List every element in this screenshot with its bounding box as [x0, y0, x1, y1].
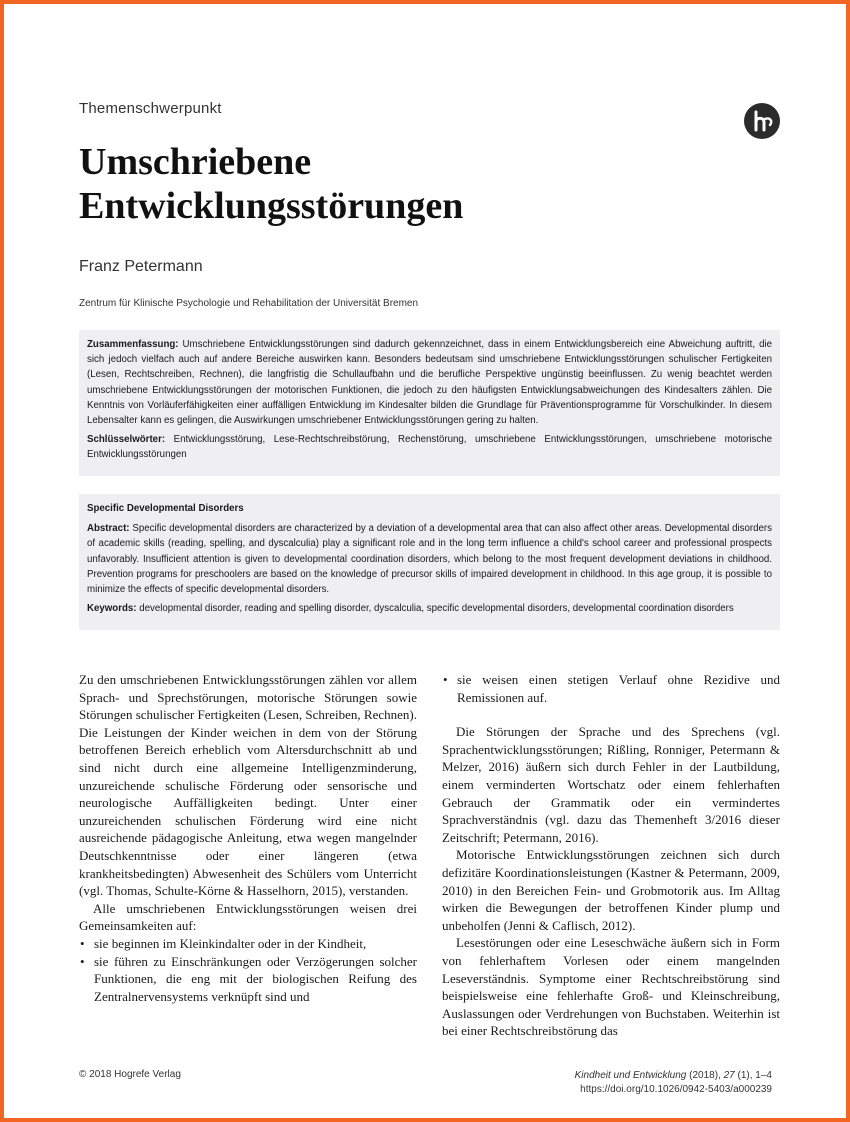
- abstract-de-text: Umschriebene Entwicklungsstörungen sind dadurch gekennzeichnet, dass in einem Entwicklungsbereich eine Abweichung auftritt, die sich jedoch vielfach auch auf andere Bereiche auswirken kann. Besonders bedeutsam sind umschriebene Entwicklungsstörungen schulischer Fertigkeiten (Lesen, Rechtschreiben, Rechnen), die langfristig die Schullaufbahn und die berufliche Perspektive ungünstig beeinflussen. Zu wenig beachtet werden umschriebene Entwicklungsstörungen der motorischen Funktionen, die jedoch zu den häufigsten Entwicklungsabweichungen des Kindesalters zählen. Die Kenntnis von Vorläuferfähigkeiten einer auffälligen Entwicklung im Kindesalter bilden die Grundlage für Präventionsprogramme für Vorschulkinder. In diesem Lebensalter kann es gelingen, die Auswirkungen umschriebener Entwicklungsstörungen gering zu halten.: [87, 339, 772, 427]
- body-paragraph: Lesestörungen oder eine Leseschwäche äußern sich in Form von fehlerhaftem Vorlesen oder einem mangelnden Leseverständnis. Symptome einer Rechtschreibstörung sind beispielsweise eine fehlerhafte Groß- und Kleinschreibung, Auslassungen oder Verdrehungen von Buchstaben. Weiterhin ist bei einer Rechtschreibstörung das: [442, 935, 780, 1039]
- body-paragraph: Motorische Entwicklungsstörungen zeichnen sich durch defizitäre Koordinationsleistungen (Kastner & Petermann, 2009, 2010) in den Bereichen Fein- und Grobmotorik aus. Im Alltag wirken die Bewegungen der betroffenen Kinder plump und unbeholfen (Jenni & Caflisch, 2012).: [442, 847, 780, 933]
- author-affiliation: Zentrum für Klinische Psychologie und Rehabilitation der Universität Bremen: [79, 298, 419, 309]
- journal-issue-pages: (1), 1–4: [737, 1070, 772, 1081]
- journal-year: (2018),: [689, 1070, 721, 1081]
- footer-citation: [575, 1069, 772, 1097]
- keywords-en-text: developmental disorder, reading and spelling disorder, dyscalculia, specific developmental disorders, developmental coordination disorders: [139, 603, 734, 615]
- bullet-item: • sie beginnen im Kleinkindalter oder in der Kindheit,: [94, 935, 417, 953]
- article-title: [79, 140, 463, 228]
- keywords-de-label: Schlüsselwörter:: [87, 434, 166, 446]
- body-paragraph: Zu den umschriebenen Entwicklungsstörungen zählen vor allem Sprach- und Sprechstörungen, motorische Störungen sowie Störungen schulischer Fertigkeiten (Lesen, Schreiben, Rechnen). Die Leistungen der Kinder weichen in dem von der Störung betroffenen Bereich erheblich vom Altersdurchschnitt ab und sind nicht durch eine allgemeine Intelligenzminderung, unzureichende schulische Förderung oder sensorische und neurologische Auffälligkeiten bedingt. Unter einer unzureichenden schulischen Förderung wird eine nicht ausreichende pädagogische Anleitung, etwa wegen mangelnder Deutschkenntnisse oder einer längeren (etwa krankheitsbedingten) Abwesenheit des Schülers vom Unterricht (vgl. Thomas, Schulte-Körne & Hasselhorn, 2015), verstanden.: [79, 672, 417, 899]
- body-column-right: [442, 671, 780, 1040]
- title-line-1: Umschriebene: [79, 141, 312, 183]
- hogrefe-logo-icon: [744, 103, 780, 139]
- body-column-left: [79, 671, 417, 1005]
- section-label: Themenschwerpunkt: [79, 100, 222, 117]
- author-name: Franz Petermann: [79, 258, 203, 275]
- bullet-item: • sie weisen einen stetigen Verlauf ohne Rezidive und Remissionen auf.: [457, 671, 780, 706]
- keywords-de-text: Entwicklungsstörung, Lese-Rechtschreibstörung, Rechenstörung, umschriebene Entwicklungsstörungen, umschriebene motorische Entwicklungsstörungen: [87, 434, 772, 461]
- body-paragraph: Die Störungen der Sprache und des Sprechens (vgl. Sprachentwicklungsstörungen; Rißling, Ronniger, Petermann & Melzer, 2016) äußern sich durch Fehler in der Lautbildung, einem verminderten Wortschatz oder einem fehlerhaften Gebrauch der Grammatik oder ein vermindertes Sprachverständnis (vgl. dazu das Themenheft 3/2016 dieser Zeitschrift; Petermann, 2016).: [442, 724, 780, 845]
- abstract-english: [79, 494, 780, 630]
- abstract-en-heading: Specific Developmental Disorders: [87, 503, 244, 514]
- title-line-2: Entwicklungsstörungen: [79, 185, 464, 227]
- journal-volume: 27: [723, 1070, 735, 1081]
- doi-link[interactable]: https://doi.org/10.1026/0942-5403/a000239: [580, 1084, 772, 1095]
- bullet-item: • sie führen zu Einschränkungen oder Verzögerungen solcher Funktionen, die eng mit der biologischen Reifung des Zentralnervensystems verknüpft sind und: [94, 953, 417, 1006]
- abstract-en-text: Specific developmental disorders are characterized by a deviation of a developmental area that can also affect other areas. Developmental disorders of academic skills (reading, spelling, and dyscalculia) play a significant role and in the long term influence a child's school career and professional prospects unfavorably. Insufficient attention is given to developmental coordination disorders, which belong to the most frequent development deviations in childhood. Prevention programs for preschoolers are based on the knowledge of precursor skills of impaired development in childhood. In this age group, it is possible to minimize the effects of specific developmental disorders.: [87, 523, 772, 596]
- abstract-en-label: Abstract:: [87, 523, 130, 535]
- abstract-german: [79, 330, 780, 476]
- body-paragraph: Alle umschriebenen Entwicklungsstörungen weisen drei Gemeinsamkeiten auf:: [79, 900, 417, 934]
- footer-copyright: © 2018 Hogrefe Verlag: [79, 1069, 181, 1080]
- abstract-de-label: Zusammenfassung:: [87, 339, 179, 350]
- bullet-list: [442, 671, 780, 706]
- keywords-en-label: Keywords:: [87, 603, 137, 615]
- journal-name: Kindheit und Entwicklung: [574, 1070, 687, 1081]
- bullet-list: [79, 935, 417, 1005]
